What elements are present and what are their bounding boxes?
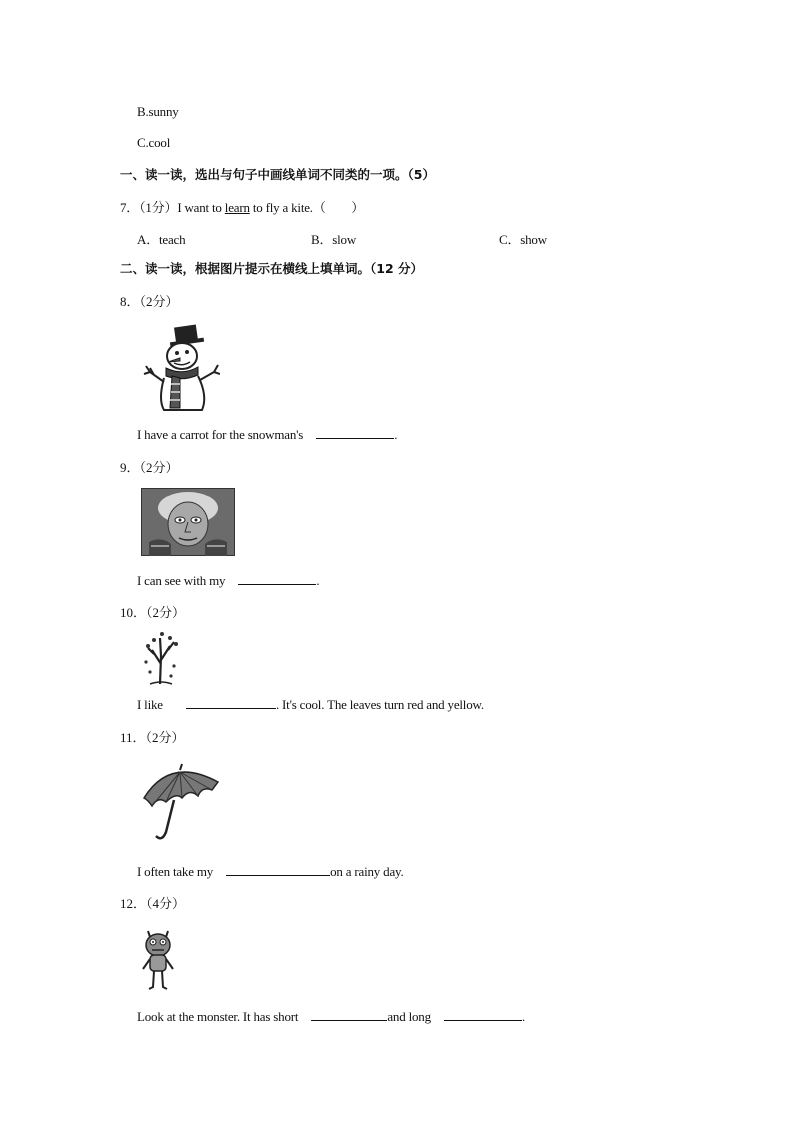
question-9-sentence	[137, 572, 319, 589]
monster-icon	[140, 923, 176, 993]
sentence-text: I have a carrot for the snowman's	[137, 427, 304, 442]
question-8-sentence	[137, 426, 397, 443]
old-man-face-icon	[141, 488, 235, 556]
sentence-text: I often take my	[137, 864, 214, 879]
answer-blank[interactable]	[238, 572, 316, 585]
answer-blank[interactable]	[226, 863, 330, 876]
sentence-end: on a rainy day.	[330, 864, 404, 879]
question-number: 7．（1分）	[120, 200, 178, 215]
question-10-sentence	[137, 696, 484, 713]
sentence-end: .	[316, 573, 320, 588]
snowman-icon	[140, 320, 220, 412]
sentence-end: . It's cool. The leaves turn red and yellow.	[275, 697, 484, 712]
section-1-heading: 一、读一读，选出与句子中画线单词不同类的一项。（5）	[120, 167, 435, 182]
sentence-middle: and long	[387, 1009, 431, 1024]
question-9-number: 9．（2分）	[120, 460, 179, 475]
question-12-sentence	[137, 1008, 525, 1025]
question-11-sentence	[137, 863, 404, 880]
question-text: I want to	[177, 200, 222, 215]
q7-option-b[interactable]: B．slow	[311, 232, 357, 247]
question-7	[120, 197, 364, 216]
answer-blank[interactable]	[186, 696, 276, 709]
question-10-number: 10．（2分）	[120, 605, 186, 620]
sentence-text: Look at the monster. It has short	[137, 1009, 299, 1024]
section-2-heading: 二、读一读，根据图片提示在横线上填单词。（12 分）	[120, 261, 423, 276]
question-8-number: 8．（2分）	[120, 294, 179, 309]
sentence-text: I like	[137, 697, 163, 712]
q7-option-a[interactable]: A．teach	[137, 232, 186, 247]
sentence-end: .	[521, 1009, 526, 1024]
option-b: B.sunny	[137, 104, 179, 119]
autumn-tree-icon	[140, 628, 182, 686]
q7-option-c[interactable]: C．show	[499, 232, 547, 247]
sentence-text: I can see with my	[137, 573, 226, 588]
answer-blank[interactable]	[316, 426, 394, 439]
answer-blank-2[interactable]	[444, 1008, 522, 1021]
question-text-end: to fly a kite.（ ）	[252, 200, 365, 215]
umbrella-icon	[140, 762, 222, 844]
sentence-end: .	[394, 427, 398, 442]
question-12-number: 12．（4分）	[120, 896, 186, 911]
option-c: C.cool	[137, 135, 171, 150]
answer-blank-1[interactable]	[311, 1008, 387, 1021]
question-11-number: 11．（2分）	[120, 730, 185, 745]
underlined-word: learn	[224, 200, 250, 215]
